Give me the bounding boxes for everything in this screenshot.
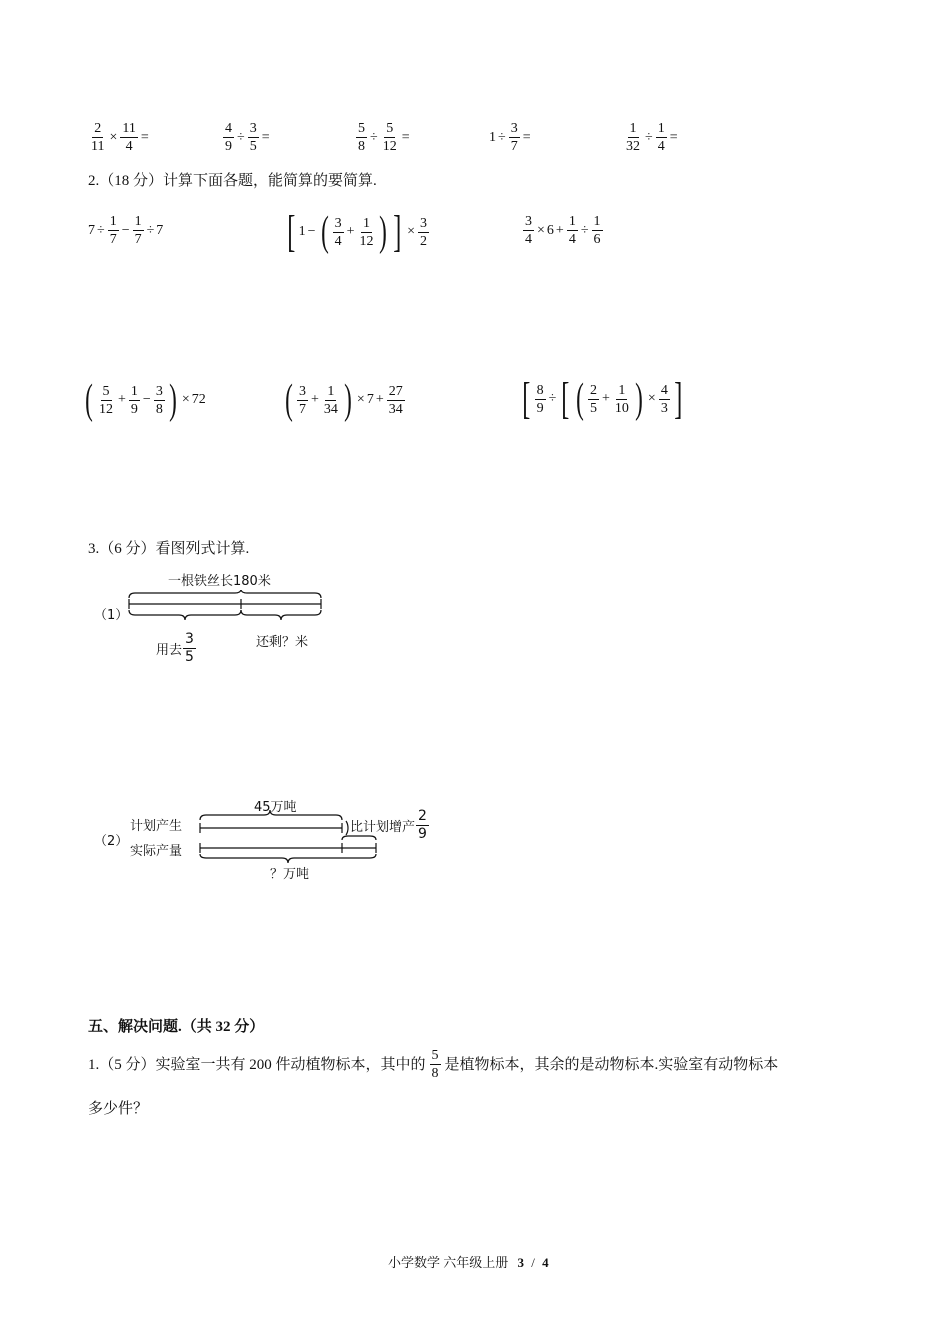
section5-heading: 五、解决问题.（共 32 分）	[88, 1019, 265, 1035]
diagram1-label: （1）	[94, 608, 129, 623]
diagram1-remain: 还剩？米	[256, 635, 309, 650]
diagram1-top-label: 一根铁丝长180米	[168, 574, 271, 589]
problem-1-cont: 多少件？	[88, 1101, 149, 1117]
calc-2: [ 1 − ( $\frac{3}{4}$ + $\frac{1}{12}$ ) ] × $\frac{3}{2}$	[287, 207, 428, 256]
expr-row1-5: $\frac{1}{32}$ ÷ $\frac{1}{4}$ =	[626, 121, 678, 154]
page-footer: 小学数学 六年级上册 3 / 4	[388, 1255, 549, 1270]
diagram1-used: 用去 $\frac{3}{5}$	[156, 631, 194, 665]
diagram1-wire	[125, 590, 325, 630]
diagram2-label: （2）	[94, 834, 129, 849]
calc-4: ( $\frac{5}{12}$ + $\frac{1}{9}$ − $\frac{3}{8}$ ) × 72	[85, 377, 206, 423]
diagram2-plan-label: 计划产生	[130, 819, 183, 834]
calc-3: $\frac{3}{4}$ × 6 + $\frac{1}{4}$ ÷ $\frac{1}{6}$	[525, 214, 601, 247]
expr-row1-4: 1 ÷ $\frac{3}{7}$ =	[489, 121, 531, 154]
expr-row1-1: $\frac{2}{11}$ × $\frac{11}{4}$ =	[91, 121, 149, 154]
diagram2-bottom-label: ？万吨	[270, 867, 310, 882]
q2-heading: 2.（18 分）计算下面各题，能简算的要简算.	[88, 173, 377, 189]
problem-1: 1.（5 分）实验室一共有 200 件动植物标本，其中的 $\frac{5}{8}$ 是植物标本，其余的是动物标本.实验室有动物标本	[88, 1048, 779, 1081]
expr-row1-2: $\frac{4}{9}$ ÷ $\frac{3}{5}$ =	[225, 121, 270, 154]
diagram2-actual-label: 实际产量	[130, 844, 183, 859]
calc-5: ( $\frac{3}{7}$ + $\frac{1}{34}$ ) × 7 + $\frac{27}{34}$	[285, 377, 403, 423]
expr-row1-3: $\frac{5}{8}$ ÷ $\frac{5}{12}$ =	[358, 121, 410, 154]
calc-1: 7 ÷ $\frac{1}{7}$ − $\frac{1}{7}$ ÷ 7	[88, 214, 164, 247]
calc-6: [ $\frac{8}{9}$ ÷ [ ( $\frac{2}{5}$ + $\frac{1}{10}$ ) × $\frac{4}{3}$ ]	[522, 374, 683, 423]
diagram2-top-label: 45万吨	[254, 800, 297, 815]
q3-heading: 3.（6 分）看图列式计算.	[88, 541, 250, 557]
diagram2-increase: 比计划增产 $\frac{2}{9}$	[350, 808, 427, 842]
